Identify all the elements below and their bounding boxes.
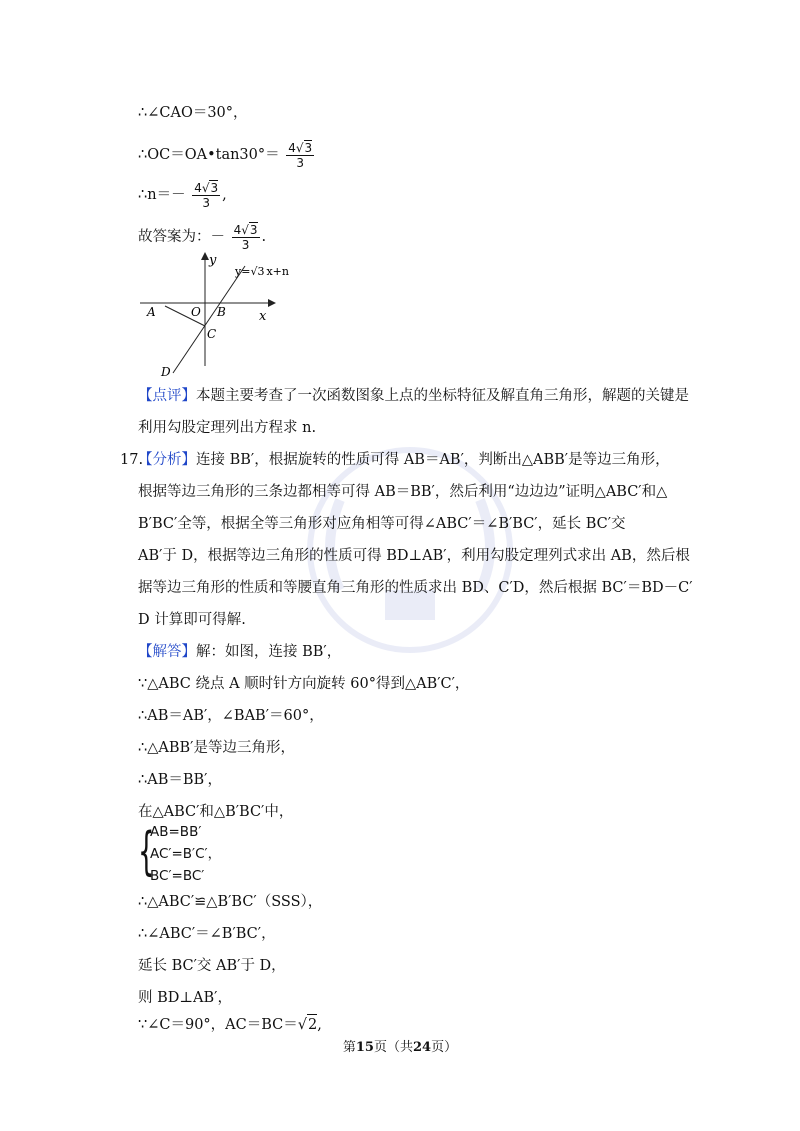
answer-tag: 【解答】 [138,644,196,660]
analysis-line-4: AB′于 D，根据等边三角形的性质可得 BD⊥AB′，利用勾股定理列式求出 AB，然后根 [138,548,690,564]
step-7: ∴∠ABC′＝∠B′BC′， [138,926,276,942]
line-equation-label: y=√3 x+n [235,265,289,278]
review-line-2: 利用勾股定理列出方程求 n. [138,420,317,436]
step-9: 则 BD⊥AB′， [138,990,232,1006]
line-n: ∴n＝－ $\frac{4√3}{3}$ , [138,181,227,210]
step-5: 在△ABC′和△B′BC′中， [138,804,294,820]
question-number: 17. [120,452,144,468]
review-tag: 【点评】 [138,388,196,404]
analysis-line-2: 根据等边三角形的三条边都相等可得 AB＝BB′，然后利用“边边边”证明△ABC′和△ [138,484,668,500]
point-label-o: O [191,305,201,319]
point-label-d: D [161,365,171,379]
review-line-1: 【点评】本题主要考查了一次函数图象上点的坐标特征及解直角三角形，解题的关键是 [138,388,689,404]
system-line-3: BC′=BC′ [150,868,205,884]
point-label-a: A [147,305,156,319]
fraction-4root3-over-3: $\frac{4√3}{3}$ [233,223,258,252]
step-6: ∴△ABC′≌△B′BC′（SSS）， [138,894,323,910]
system-line-2: AC′=B′C′， [150,846,222,862]
step-2: ∴AB＝AB′，∠BAB′＝60°， [138,708,324,724]
answer-line-1: 【解答】解：如图，连接 BB′， [138,644,342,660]
analysis-line-1: 【分析】连接 BB′，根据旋转的性质可得 AB＝AB′，判断出△ABB′是等边三角形， [138,452,670,468]
analysis-line-5: 据等边三角形的性质和等腰直角三角形的性质求出 BD、C′D，然后根据 BC′＝BD－C′ [138,580,693,596]
page-footer: 第15页（共24页） [342,1040,458,1055]
line-answer: 故答案为：－ $\frac{4√3}{3}$ . [138,223,267,252]
fraction-4root3-over-3: $\frac{4√3}{3}$ [194,181,219,210]
analysis-tag: 【分析】 [138,452,196,468]
x-axis-label: x [259,309,267,324]
system-line-1: AB=BB′ [150,824,202,840]
line-oc: ∴OC＝OA•tan30°＝ $\frac{4√3}{3}$ [138,141,313,170]
y-axis-label: y [209,253,217,268]
coordinate-figure [135,248,315,383]
system-brace: { [138,822,155,882]
step-3: ∴△ABB′是等边三角形， [138,740,295,756]
point-label-c: C [207,327,217,341]
line-angle-cao: ∴∠CAO＝30°， [138,105,248,121]
fraction-4root3-over-3: $\frac{4√3}{3}$ [288,141,313,170]
point-label-b: B [217,305,226,319]
step-8: 延长 BC′交 AB′于 D， [138,958,286,974]
analysis-line-3: B′BC′全等，根据全等三角形对应角相等可得∠ABC′＝∠B′BC′，延长 BC′交 [138,516,626,532]
step-1: ∵△ABC 绕点 A 顺时针方向旋转 60°得到△AB′C′， [138,676,470,692]
analysis-line-6: D 计算即可得解. [138,612,246,628]
step-10: ∵∠C＝90°，AC＝BC＝√2, [138,1014,322,1035]
step-4: ∴AB＝BB′， [138,772,222,788]
